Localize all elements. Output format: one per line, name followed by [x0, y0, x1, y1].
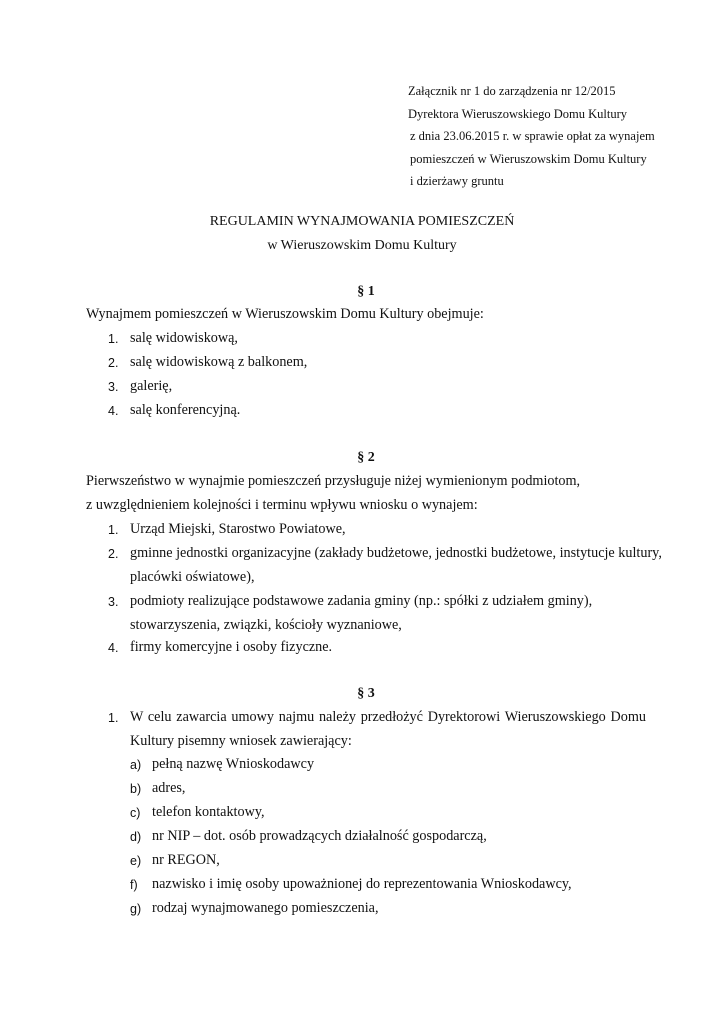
- list-item-number: 1.: [108, 711, 119, 725]
- attachment-note: [408, 80, 708, 193]
- list-item: salę widowiskową z balkonem,: [130, 354, 308, 370]
- sub-item-letter: e): [130, 854, 142, 868]
- attachment-note-line: pomieszczeń w Wieruszowskim Domu Kultury: [410, 151, 647, 166]
- sub-item: rodzaj wynajmowanego pomieszczenia,: [152, 900, 379, 916]
- list-item: gminne jednostki organizacyjne (zakłady budżetowe, jednostki budżetowe, instytucje kultury,: [130, 545, 662, 561]
- list-item: salę konferencyjną.: [130, 402, 241, 418]
- sub-item-letter: d): [130, 830, 142, 844]
- sub-item: nazwisko i imię osoby upoważnionej do reprezentowania Wnioskodawcy,: [152, 876, 572, 892]
- section-1-intro: Wynajmem pomieszczeń w Wieruszowskim Domu Kultury obejmuje:: [86, 306, 484, 322]
- section-1-heading: § 1: [357, 284, 375, 299]
- attachment-note-line: i dzierżawy gruntu: [410, 174, 504, 188]
- sub-item-letter: b): [130, 782, 142, 796]
- list-item: Urząd Miejski, Starostwo Powiatowe,: [130, 521, 346, 537]
- section-2-heading: § 2: [357, 450, 375, 465]
- sub-item-letter: g): [130, 902, 142, 916]
- list-item: galerię,: [130, 378, 173, 394]
- list-item-number: 4.: [108, 404, 119, 418]
- list-item-number: 3.: [108, 380, 119, 394]
- list-item-number: 1.: [108, 332, 119, 346]
- sub-item: telefon kontaktowy,: [152, 804, 265, 820]
- sub-item: pełną nazwę Wnioskodawcy: [152, 756, 315, 772]
- list-item: salę widowiskową,: [130, 330, 238, 346]
- list-item-number: 2.: [108, 356, 119, 370]
- document-title: REGULAMIN WYNAJMOWANIA POMIESZCZEŃ: [209, 214, 515, 229]
- section-2-intro: z uwzględnieniem kolejności i terminu wpływu wniosku o wynajem:: [86, 497, 478, 513]
- attachment-note-line: Dyrektora Wieruszowskiego Domu Kultury: [408, 106, 628, 121]
- list-item-continuation: stowarzyszenia, związki, kościoły wyznaniowe,: [130, 617, 402, 633]
- section-3-heading: § 3: [357, 686, 375, 701]
- sub-item: nr NIP – dot. osób prowadzących działalność gospodarczą,: [152, 828, 487, 844]
- sub-item-letter: c): [130, 806, 141, 820]
- list-item: W celu zawarcia umowy najmu należy przedłożyć Dyrektorowi Wieruszowskiego Domu: [130, 709, 646, 725]
- section-2-intro: Pierwszeństwo w wynajmie pomieszczeń przysługuje niżej wymienionym podmiotom,: [86, 473, 581, 489]
- list-item-number: 2.: [108, 547, 119, 561]
- sub-item-letter: a): [130, 758, 142, 772]
- list-item: firmy komercyjne i osoby fizyczne.: [130, 639, 333, 655]
- attachment-note-line: Załącznik nr 1 do zarządzenia nr 12/2015: [408, 84, 616, 98]
- sub-item-letter: f): [130, 878, 138, 892]
- list-item: podmioty realizujące podstawowe zadania gminy (np.: spółki z udziałem gminy),: [130, 593, 593, 609]
- document-subtitle: w Wieruszowskim Domu Kultury: [267, 238, 457, 253]
- attachment-note-line: z dnia 23.06.2015 r. w sprawie opłat za wynajem: [410, 129, 655, 143]
- list-item-continuation: placówki oświatowe),: [130, 569, 255, 585]
- list-item-continuation: Kultury pisemny wniosek zawierający:: [130, 733, 352, 749]
- list-item-number: 1.: [108, 523, 119, 537]
- list-item-number: 4.: [108, 641, 119, 655]
- sub-item: nr REGON,: [152, 852, 220, 868]
- sub-item: adres,: [152, 780, 186, 796]
- list-item-number: 3.: [108, 595, 119, 609]
